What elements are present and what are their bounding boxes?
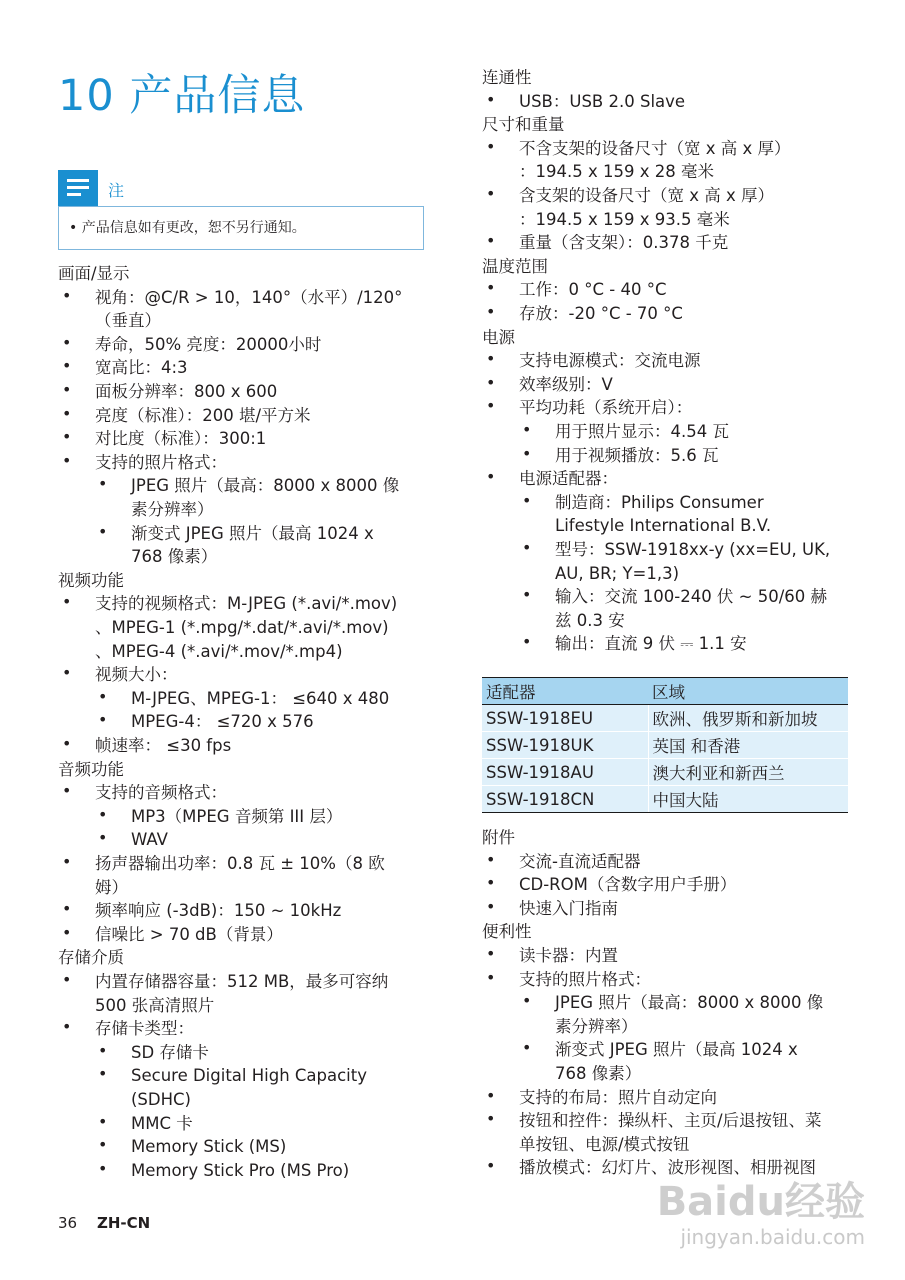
- list-item: 渐变式 JPEG 照片（最高 1024 x: [131, 523, 374, 543]
- bullet: •: [62, 899, 72, 919]
- bullet: •: [62, 450, 72, 470]
- bullet: •: [486, 136, 496, 156]
- list-item: 支持的照片格式：: [519, 969, 651, 989]
- bullet: •: [486, 849, 496, 869]
- list-item: 不含支架的设备尺寸（宽 x 高 x 厚）: [519, 138, 791, 158]
- bullet: •: [62, 427, 72, 447]
- bullet: •: [486, 372, 496, 392]
- list-item: CD-ROM（含数字用户手册）: [519, 875, 737, 895]
- list-item: 输入：交流 100-240 伏 ~ 50/60 赫: [555, 587, 828, 607]
- list-item: ：194.5 x 159 x 28 毫米: [519, 162, 714, 182]
- bullet: •: [522, 585, 532, 605]
- table-cell: 中国大陆: [648, 786, 848, 813]
- bullet: •: [62, 592, 72, 612]
- bullet: •: [486, 89, 496, 109]
- bullet: •: [98, 1040, 108, 1060]
- list-item: （垂直）: [95, 311, 161, 331]
- section-heading: 电源: [482, 327, 515, 347]
- bullet: •: [522, 443, 532, 463]
- list-item: MMC 卡: [131, 1113, 193, 1133]
- bullet: •: [62, 663, 72, 683]
- list-item: M-JPEG、MPEG-1： ≤640 x 480: [131, 688, 390, 708]
- watermark-url: jingyan.baidu.com: [680, 1225, 865, 1249]
- list-item: 制造商：Philips Consumer: [555, 492, 764, 512]
- bullet: •: [62, 970, 72, 989]
- list-item: Secure Digital High Capacity: [131, 1066, 368, 1086]
- bullet: •: [62, 380, 72, 399]
- note-label: 注: [108, 181, 125, 200]
- table-cell: SSW-1918CN: [482, 786, 648, 813]
- section-heading: 便利性: [482, 922, 532, 942]
- bullet: •: [486, 1109, 496, 1129]
- list-item: 单按钮、电源/模式按钮: [519, 1134, 690, 1154]
- list-item: 读卡器：内置: [519, 946, 618, 965]
- bullet: •: [98, 710, 108, 730]
- list-item: (SDHC): [131, 1090, 191, 1109]
- list-item: 亮度（标准）：200 堪/平方米: [95, 405, 311, 425]
- list-item: 含支架的设备尺寸（宽 x 高 x 厚）: [519, 186, 775, 205]
- table-cell: 欧洲、俄罗斯和新加坡: [648, 705, 848, 732]
- list-item: 兹 0.3 安: [555, 610, 625, 630]
- section-heading: 存储介质: [58, 948, 124, 968]
- note-box: [58, 206, 424, 250]
- list-item: 频率响应 (-3dB)：150 ~ 10kHz: [95, 901, 342, 921]
- list-item: 工作：0 °C - 40 °C: [519, 280, 667, 300]
- page-title: 10 产品信息: [58, 71, 306, 121]
- list-item: WAV: [131, 830, 168, 850]
- note-text: • 产品信息如有更改，恕不另行通知。: [69, 220, 306, 236]
- list-item: 支持的布局：照片自动定向: [519, 1087, 717, 1107]
- bullet: •: [98, 1111, 108, 1131]
- list-item: 宽高比：4:3: [95, 358, 188, 378]
- list-item: 按钮和控件：操纵杆、主页/后退按钮、菜: [519, 1111, 822, 1131]
- list-item: 输出：直流 9 伏 ⎓ 1.1 安: [555, 634, 747, 654]
- list-item: 素分辨率）: [131, 500, 214, 519]
- list-item: 支持的视频格式：M-JPEG (*.avi/*.mov): [95, 594, 398, 614]
- bullet: •: [486, 349, 496, 369]
- list-item: 帧速率： ≤30 fps: [95, 736, 232, 755]
- list-item: 用于视频播放：5.6 瓦: [555, 445, 719, 465]
- bullet: •: [522, 490, 532, 510]
- section-heading: 附件: [482, 828, 515, 847]
- section-heading: 尺寸和重量: [482, 115, 565, 135]
- list-item: 对比度（标准）：300:1: [95, 429, 267, 449]
- list-item: 型号：SSW-1918xx-y (xx=EU, UK,: [555, 540, 831, 559]
- bullet: •: [62, 356, 72, 376]
- list-item: AU, BR; Y=1,3): [555, 563, 680, 583]
- bullet: •: [522, 991, 532, 1011]
- list-item: ：194.5 x 159 x 93.5 毫米: [519, 209, 730, 229]
- list-item: 、MPEG-1 (*.mpg/*.dat/*.avi/*.mov): [95, 618, 389, 637]
- bullet: •: [98, 1064, 108, 1084]
- list-item: 电源适配器：: [519, 469, 618, 489]
- list-item: 500 张高清照片: [95, 995, 215, 1015]
- list-item: 快速入门指南: [519, 898, 618, 918]
- list-item: 平均功耗（系统开启）：: [519, 398, 693, 418]
- bullet: •: [98, 474, 108, 494]
- language-code: ZH-CN: [97, 1214, 151, 1232]
- watermark: [657, 1170, 865, 1249]
- bullet: •: [98, 686, 108, 706]
- bullet: •: [486, 944, 496, 963]
- bullet: •: [486, 873, 496, 893]
- bullet: •: [486, 278, 496, 298]
- list-item: 面板分辨率：800 x 600: [95, 382, 278, 401]
- table-cell: SSW-1918EU: [482, 705, 648, 732]
- section-heading: 连通性: [482, 68, 532, 87]
- table-row: [482, 786, 848, 813]
- table-row: [482, 732, 848, 759]
- bullet: •: [522, 538, 532, 557]
- bullet: •: [486, 467, 496, 487]
- section-heading: 温度范围: [482, 256, 548, 276]
- bullet: •: [98, 828, 108, 848]
- bullet: •: [486, 302, 496, 321]
- list-item: SD 存储卡: [131, 1042, 209, 1062]
- table-cell: 英国 和香港: [648, 732, 848, 759]
- bullet: •: [486, 231, 496, 251]
- bullet: •: [486, 967, 496, 987]
- section-heading: 视频功能: [58, 570, 124, 590]
- list-item: JPEG 照片（最高：8000 x 8000 像: [555, 993, 824, 1013]
- table-header-row: [482, 678, 848, 705]
- bullet: •: [522, 420, 532, 439]
- section-heading: 画面/显示: [58, 264, 130, 283]
- adapter-table: [482, 677, 848, 813]
- bullet: •: [62, 781, 72, 801]
- bullet: •: [62, 285, 72, 305]
- list-item: 支持的音频格式：: [95, 783, 227, 803]
- bullet: •: [486, 184, 496, 203]
- bullet: •: [62, 403, 72, 423]
- table-cell: SSW-1918UK: [482, 732, 648, 759]
- bullet: •: [62, 1017, 72, 1037]
- list-item: 存储卡类型：: [95, 1019, 194, 1039]
- list-item: 视频大小：: [95, 665, 178, 685]
- bullet: •: [62, 852, 72, 871]
- list-item: 效率级别：V: [519, 374, 613, 394]
- list-item: 768 像素）: [555, 1064, 642, 1083]
- bullet: •: [62, 332, 72, 352]
- list-item: JPEG 照片（最高：8000 x 8000 像: [131, 476, 400, 496]
- list-item: 支持的照片格式：: [95, 452, 227, 472]
- list-item: Memory Stick Pro (MS Pro): [131, 1160, 350, 1180]
- list-item: 用于照片显示：4.54 瓦: [555, 422, 729, 441]
- list-item: MP3（MPEG 音频第 III 层）: [131, 806, 343, 826]
- table-row: [482, 759, 848, 786]
- bullet: •: [62, 734, 72, 753]
- list-item: 信噪比 > 70 dB（背景）: [95, 924, 283, 944]
- table-row: [482, 705, 848, 732]
- section-heading: 音频功能: [58, 759, 124, 779]
- bullet: •: [522, 1038, 532, 1058]
- list-item: 重量（含支架）：0.378 千克: [519, 233, 729, 253]
- bullet: •: [486, 1085, 496, 1105]
- list-item: 内置存储器容量：512 MB，最多可容纳: [95, 972, 389, 991]
- list-item: 渐变式 JPEG 照片（最高 1024 x: [555, 1040, 798, 1060]
- bullet: •: [522, 632, 532, 652]
- list-item: 姆）: [95, 877, 128, 897]
- bullet: •: [98, 804, 108, 824]
- list-item: 素分辨率）: [555, 1016, 638, 1036]
- table-header-cell: 区域: [648, 678, 848, 705]
- list-item: 支持电源模式：交流电源: [519, 351, 701, 371]
- page-number: 36: [58, 1214, 78, 1232]
- list-item: 视角：@C/R > 10，140°（水平）/120°: [95, 287, 403, 307]
- list-item: 、MPEG-4 (*.avi/*.mov/*.mp4): [95, 641, 343, 661]
- table-cell: 澳大利亚和新西兰: [648, 759, 848, 786]
- list-item: Lifestyle International B.V.: [555, 516, 772, 536]
- note-icon: [58, 170, 98, 206]
- bullet: •: [98, 1158, 108, 1178]
- bullet: •: [486, 396, 496, 416]
- list-item: 播放模式：幻灯片、波形视图、相册视图: [519, 1158, 816, 1178]
- bullet: •: [62, 922, 72, 942]
- list-item: 寿命，50% 亮度：20000小时: [95, 334, 322, 354]
- bullet: •: [486, 1156, 496, 1176]
- list-item: 交流-直流适配器: [519, 851, 641, 871]
- watermark-brand: Baidu经验: [656, 1179, 865, 1225]
- table-cell: SSW-1918AU: [482, 759, 648, 786]
- note-header: [58, 170, 424, 206]
- list-item: USB：USB 2.0 Slave: [519, 91, 686, 111]
- bullet: •: [98, 1135, 108, 1155]
- list-item: 扬声器输出功率：0.8 瓦 ± 10%（8 欧: [95, 854, 385, 873]
- bullet: •: [486, 896, 496, 916]
- table-header-cell: 适配器: [482, 678, 648, 705]
- list-item: 768 像素）: [131, 547, 218, 567]
- list-item: MPEG-4： ≤720 x 576: [131, 712, 314, 732]
- bullet: •: [98, 521, 108, 541]
- list-item: Memory Stick (MS): [131, 1137, 287, 1157]
- list-item: 存放：-20 °C - 70 °C: [519, 304, 683, 323]
